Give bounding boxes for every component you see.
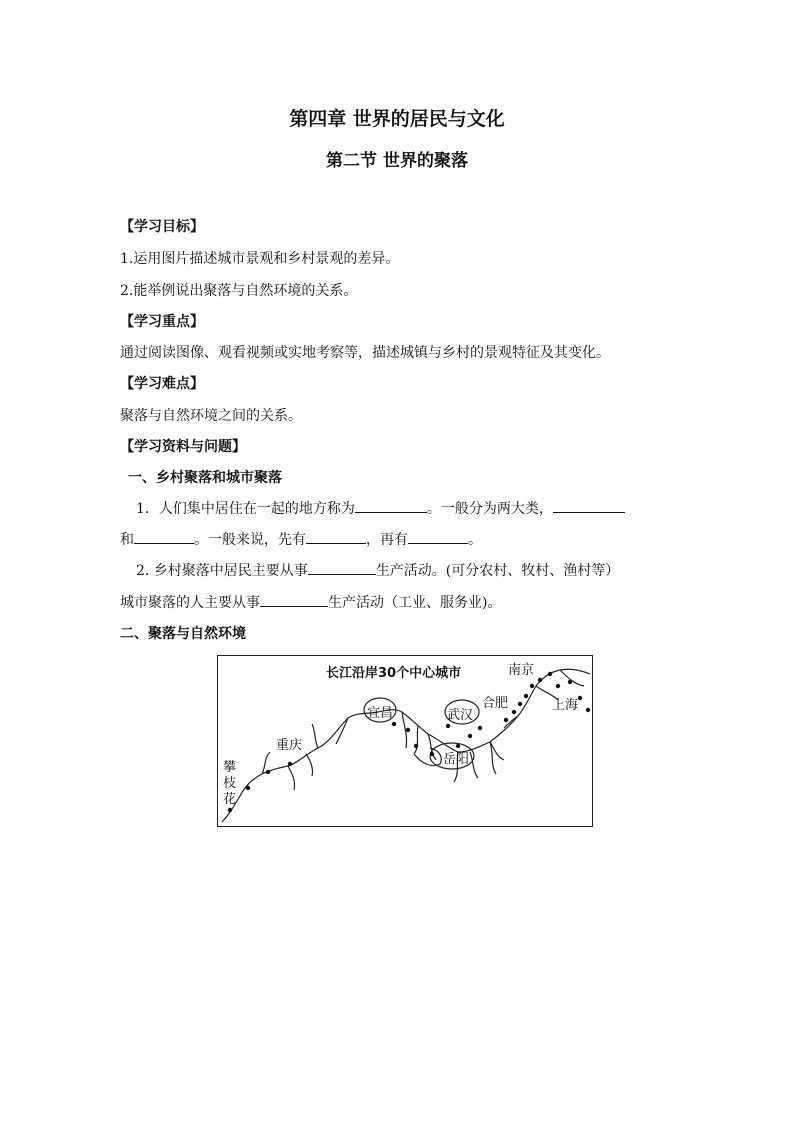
question-2-line2 [120, 592, 501, 612]
city-dot [586, 708, 590, 712]
material-heading: 【学习资料与问题】 [120, 439, 246, 455]
city-dot [392, 722, 396, 726]
city-dot [578, 696, 582, 700]
city-dot [568, 680, 572, 684]
q1-text-c: 和 [120, 532, 134, 548]
question-2-line1 [136, 560, 619, 580]
answer-blank[interactable] [260, 592, 328, 607]
city-dot [504, 718, 508, 722]
city-dot [446, 724, 450, 728]
city-dot [288, 762, 292, 766]
city-dot [512, 710, 516, 714]
question-1-line2 [120, 529, 482, 549]
q1-text-f: 。 [468, 532, 482, 548]
city-dot [406, 728, 410, 732]
city-dot [530, 684, 534, 688]
tributary [560, 670, 584, 686]
answer-blank[interactable] [134, 529, 194, 544]
city-dot [266, 770, 270, 774]
city-dot [518, 702, 522, 706]
question-1-line1 [136, 498, 625, 518]
page-title: 第四章 世界的居民与文化 [289, 108, 505, 130]
city-dot [246, 786, 250, 790]
label-yichang: 宜昌 [367, 706, 394, 721]
goals-heading: 【学习目标】 [120, 219, 204, 235]
answer-blank[interactable] [355, 498, 427, 513]
label-nanjing: 南京 [508, 663, 535, 678]
label-chongqing: 重庆 [276, 738, 303, 753]
label-shanghai: 上海 [552, 698, 579, 713]
label-hefei: 合肥 [482, 696, 509, 711]
answer-blank[interactable] [308, 560, 376, 575]
q2-text-c: 城市聚落的人主要从事 [120, 595, 260, 611]
yangtze-river-drawing [218, 656, 592, 826]
goal-2: 2.能举例说出聚落与自然环境的关系。 [120, 283, 358, 299]
tributary [414, 726, 418, 754]
city-dot [414, 744, 418, 748]
answer-blank[interactable] [408, 529, 468, 544]
city-dot [548, 672, 552, 676]
q2-text-b: 生产活动。(可分农村、牧村、渔村等） [375, 563, 620, 579]
difficulty-text: 聚落与自然环境之间的关系。 [120, 408, 302, 424]
map-caption: 长江沿岸30个中心城市 [326, 666, 462, 681]
city-dot [478, 726, 482, 730]
q1-text-a: 1．人们集中居住在一起的地方称为 [136, 501, 355, 517]
part2-heading: 二、聚落与自然环境 [120, 626, 246, 642]
yangtze-cities-map [217, 655, 593, 827]
key-text: 通过阅读图像、观看视频或实地考察等，描述城镇与乡村的景观特征及其变化。 [120, 345, 610, 361]
key-heading: 【学习重点】 [120, 314, 204, 330]
label-yueyang: 岳阳 [443, 752, 470, 767]
label-panzhihua: 攀枝花 [223, 760, 237, 807]
city-dot [524, 694, 528, 698]
q2-text-a: 2. 乡村聚落中居民主要从事 [136, 563, 308, 579]
city-dot [468, 734, 472, 738]
q1-text-b: 。一般分为两大类， [426, 501, 553, 517]
city-dot [228, 808, 232, 812]
difficulty-heading: 【学习难点】 [120, 376, 204, 392]
city-dot [556, 684, 560, 688]
tributary [312, 724, 318, 748]
dongting-lake [414, 748, 441, 766]
city-dot [538, 678, 542, 682]
q1-text-d: 。一般来说，先有 [194, 532, 306, 548]
answer-blank[interactable] [553, 498, 625, 513]
answer-blank[interactable] [306, 529, 366, 544]
tributary [336, 718, 348, 744]
q1-text-e: ，再有 [366, 532, 408, 548]
page-subtitle: 第二节 世界的聚落 [326, 151, 468, 171]
goal-1: 1.运用图片描述城市景观和乡村景观的差异。 [120, 251, 400, 267]
city-dot [430, 752, 434, 756]
part1-heading: 一、乡村聚落和城市聚落 [128, 470, 282, 486]
tributary [306, 754, 313, 776]
label-wuhan: 武汉 [447, 708, 474, 723]
tributary [288, 766, 295, 790]
q2-text-d: 生产活动（工业、服务业)。 [328, 595, 502, 611]
